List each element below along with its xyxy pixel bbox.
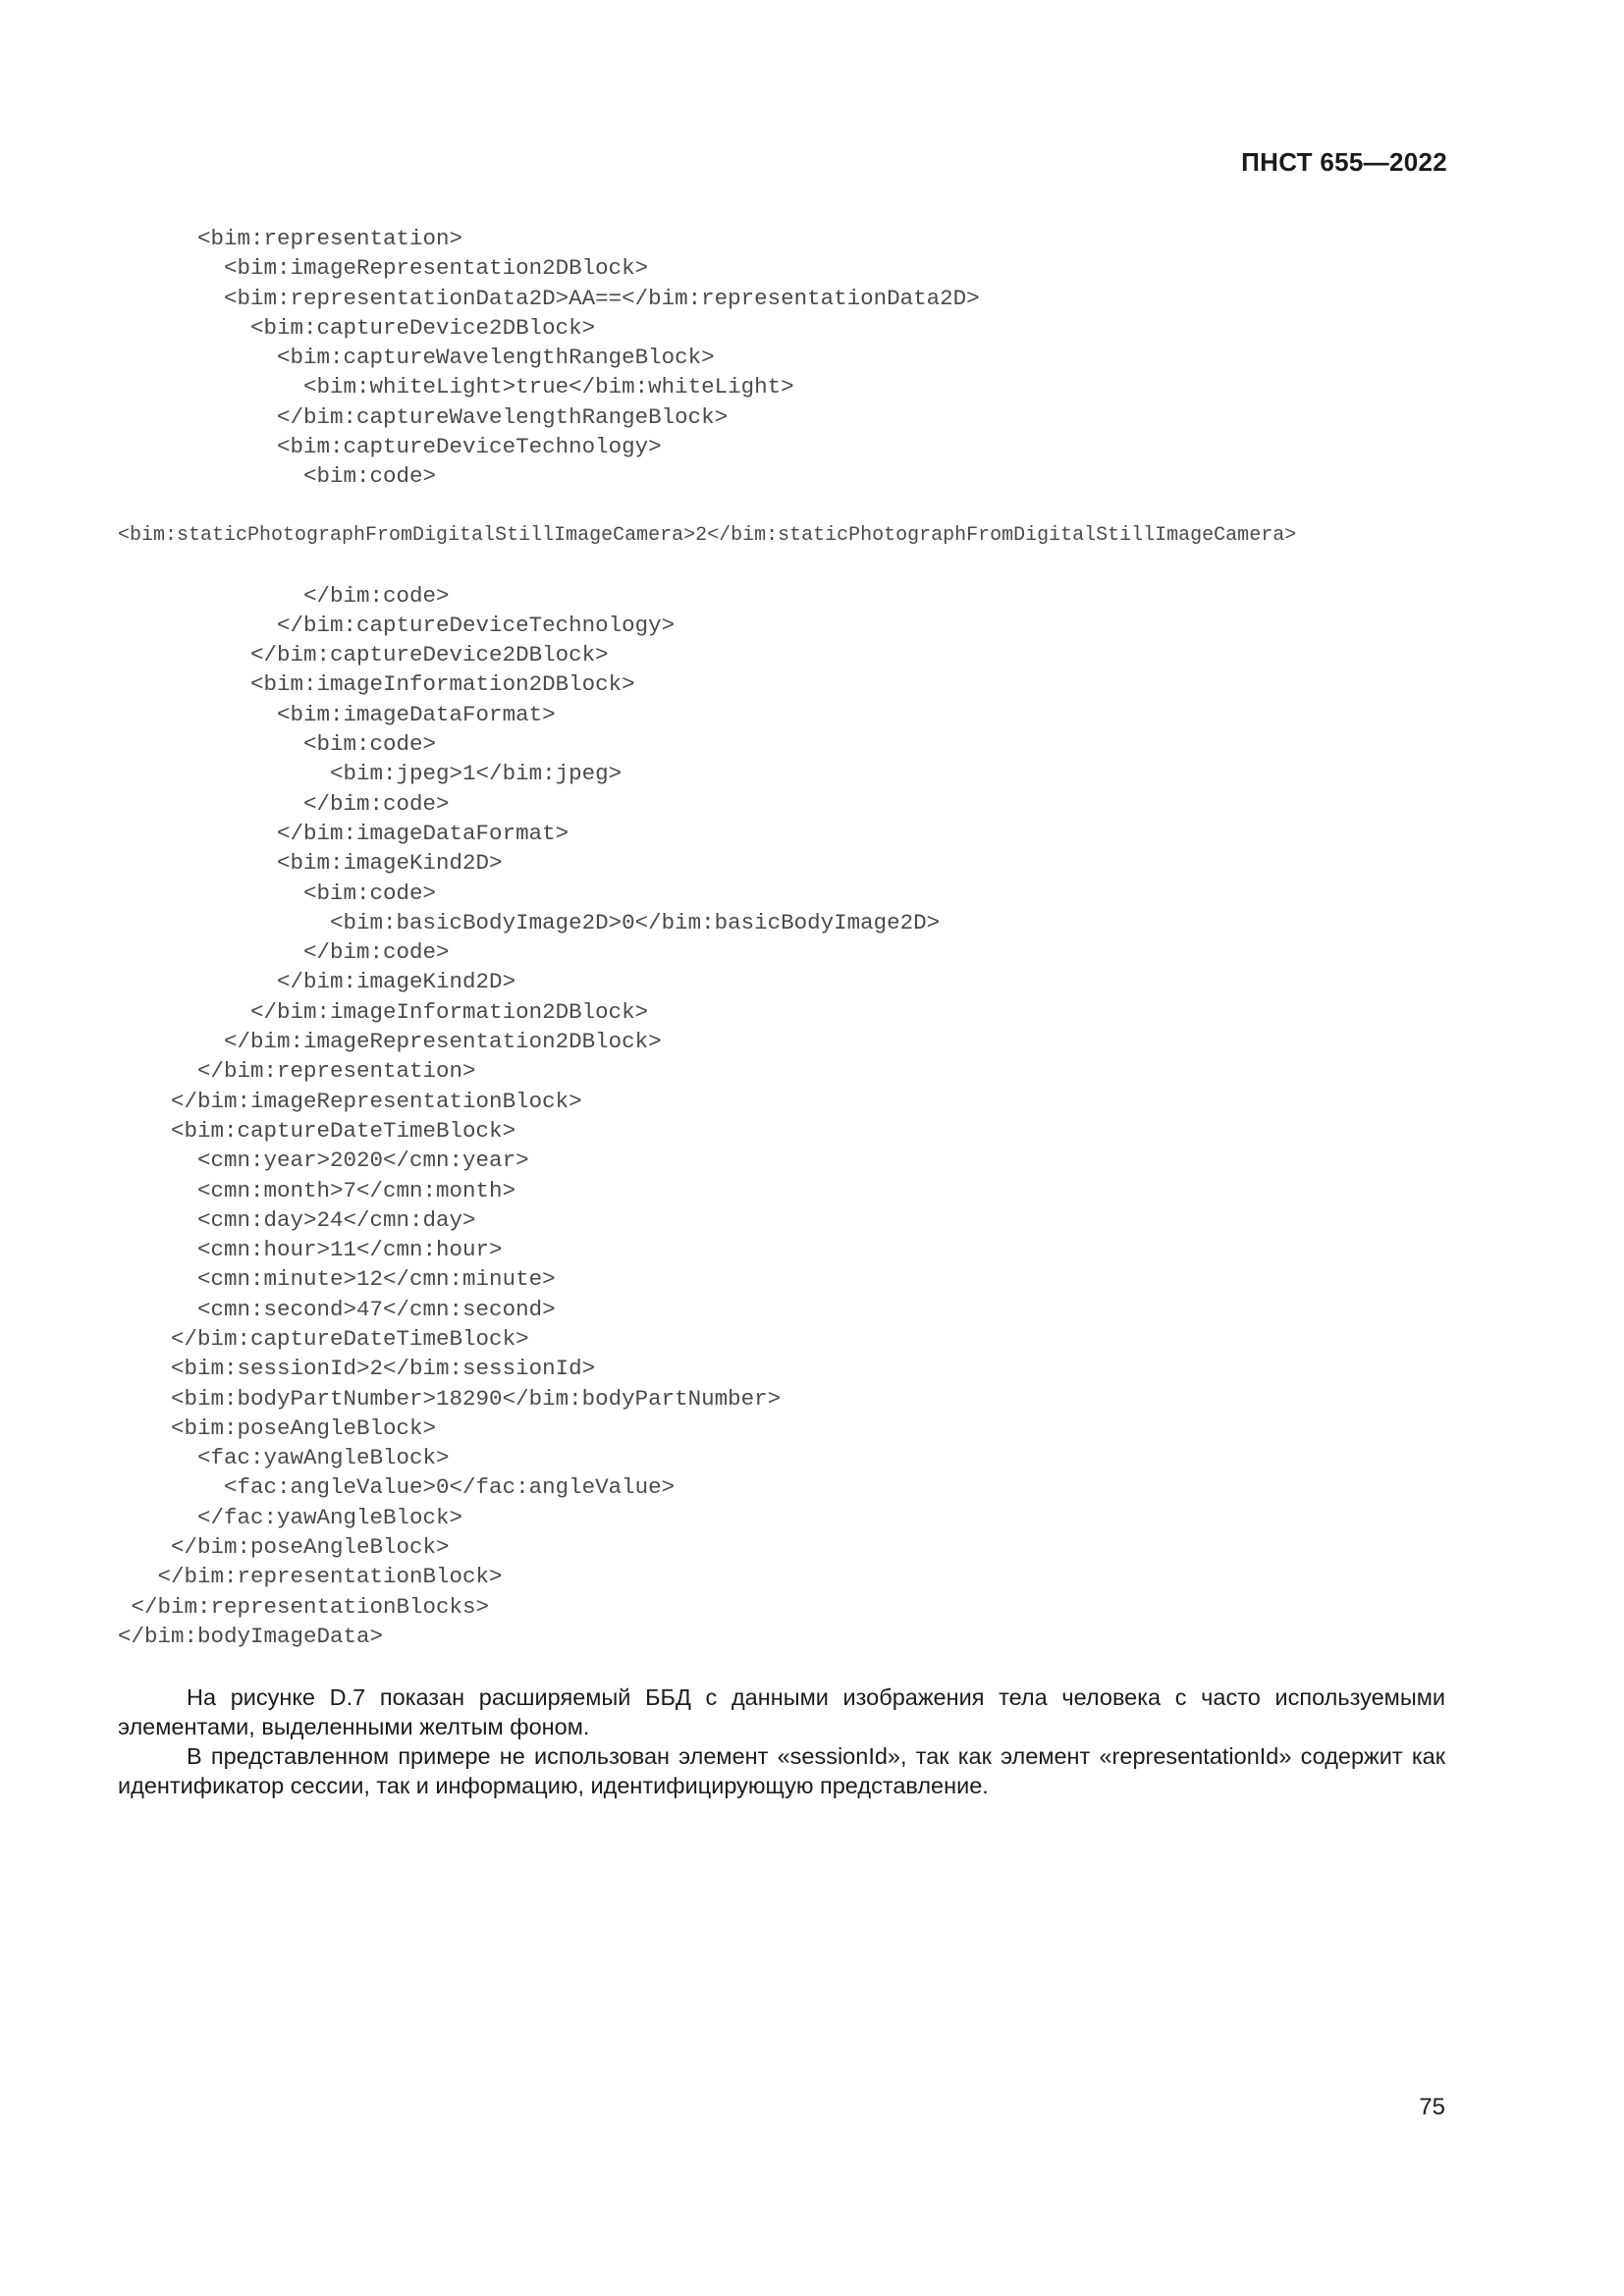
code-line: <cmn:minute>12</cmn:minute> xyxy=(118,1266,556,1293)
code-line: <cmn:day>24</cmn:day> xyxy=(118,1206,476,1233)
code-line: </bim:representationBlocks> xyxy=(118,1593,490,1620)
code-line: </bim:bodyImageData> xyxy=(118,1623,384,1649)
code-line: <bim:captureDeviceTechnology> xyxy=(118,434,662,460)
document-standard-id: ПНСТ 655—2022 xyxy=(1241,147,1447,177)
code-line: <bim:staticPhotographFromDigitalStillImageCamera>2</bim:staticPhotographFromDigitalStillImageCamera> xyxy=(118,523,1297,547)
code-line: <bim:representation> xyxy=(118,226,463,251)
code-line: <bim:basicBodyImage2D>0</bim:basicBodyImage2D> xyxy=(118,909,941,935)
code-line: </bim:representation> xyxy=(118,1058,476,1085)
code-line: </bim:code> xyxy=(118,939,450,966)
code-line: </bim:poseAngleBlock> xyxy=(118,1534,450,1561)
page-number: 75 xyxy=(1419,2094,1445,2120)
code-line: <cmn:second>47</cmn:second> xyxy=(118,1296,556,1322)
code-line xyxy=(118,551,1473,580)
code-line: <bim:jpeg>1</bim:jpeg> xyxy=(118,761,623,787)
code-line: <bim:captureDevice2DBlock> xyxy=(118,314,596,341)
code-line: <bim:code> xyxy=(118,731,437,758)
code-line: <cmn:hour>11</cmn:hour> xyxy=(118,1237,503,1263)
code-line: </bim:imageDataFormat> xyxy=(118,820,569,846)
code-line: <fac:yawAngleBlock> xyxy=(118,1445,450,1471)
paragraph-figure-description: На рисунке D.7 показан расширяемый ББД с данными изображения тела человека с часто используемыми элементами, выделенными желтым фоном. xyxy=(118,1684,1445,1739)
code-line: <bim:bodyPartNumber>18290</bim:bodyPartNumber> xyxy=(118,1385,782,1412)
code-line: </bim:imageInformation2DBlock> xyxy=(118,998,649,1025)
code-line: <bim:captureWavelengthRangeBlock> xyxy=(118,345,715,371)
code-line: <bim:imageInformation2DBlock> xyxy=(118,671,635,698)
code-line: </fac:yawAngleBlock> xyxy=(118,1504,463,1530)
code-line: </bim:code> xyxy=(118,790,450,817)
code-line: </bim:captureWavelengthRangeBlock> xyxy=(118,403,729,430)
code-line: </bim:imageRepresentation2DBlock> xyxy=(118,1029,662,1055)
code-line: </bim:imageKind2D> xyxy=(118,969,516,995)
code-line: <bim:imageDataFormat> xyxy=(118,701,556,727)
code-line: </bim:captureDateTimeBlock> xyxy=(118,1325,529,1352)
code-line: <bim:representationData2D>AA==</bim:representationData2D> xyxy=(118,285,980,311)
paragraph-sessionid-note: В представленном примере не использован элемент «sessionId», так как элемент «representationId» содержит как идентификатор сессии, так и информацию, идентифицирующую представление. xyxy=(118,1743,1445,1798)
code-line: <fac:angleValue>0</fac:angleValue> xyxy=(118,1474,676,1501)
code-line: <bim:imageRepresentation2DBlock> xyxy=(118,255,649,282)
code-line: <bim:poseAngleBlock> xyxy=(118,1415,437,1441)
code-line: </bim:representationBlock> xyxy=(118,1564,503,1590)
body-text xyxy=(118,1682,1445,1800)
code-line xyxy=(118,492,1473,521)
code-line: <bim:whiteLight>true</bim:whiteLight> xyxy=(118,374,794,400)
code-line: </bim:captureDevice2DBlock> xyxy=(118,642,609,668)
code-line: <bim:captureDateTimeBlock> xyxy=(118,1117,516,1144)
code-line: <bim:sessionId>2</bim:sessionId> xyxy=(118,1356,596,1382)
code-line: </bim:captureDeviceTechnology> xyxy=(118,612,676,638)
code-line: </bim:imageRepresentationBlock> xyxy=(118,1088,582,1114)
code-line: <bim:code> xyxy=(118,463,437,490)
code-line: </bim:code> xyxy=(118,582,450,609)
code-line: <bim:code> xyxy=(118,880,437,906)
xml-code-listing xyxy=(118,224,1473,1651)
code-line: <bim:imageKind2D> xyxy=(118,850,503,877)
code-line: <cmn:year>2020</cmn:year> xyxy=(118,1148,529,1174)
code-line: <cmn:month>7</cmn:month> xyxy=(118,1177,516,1203)
